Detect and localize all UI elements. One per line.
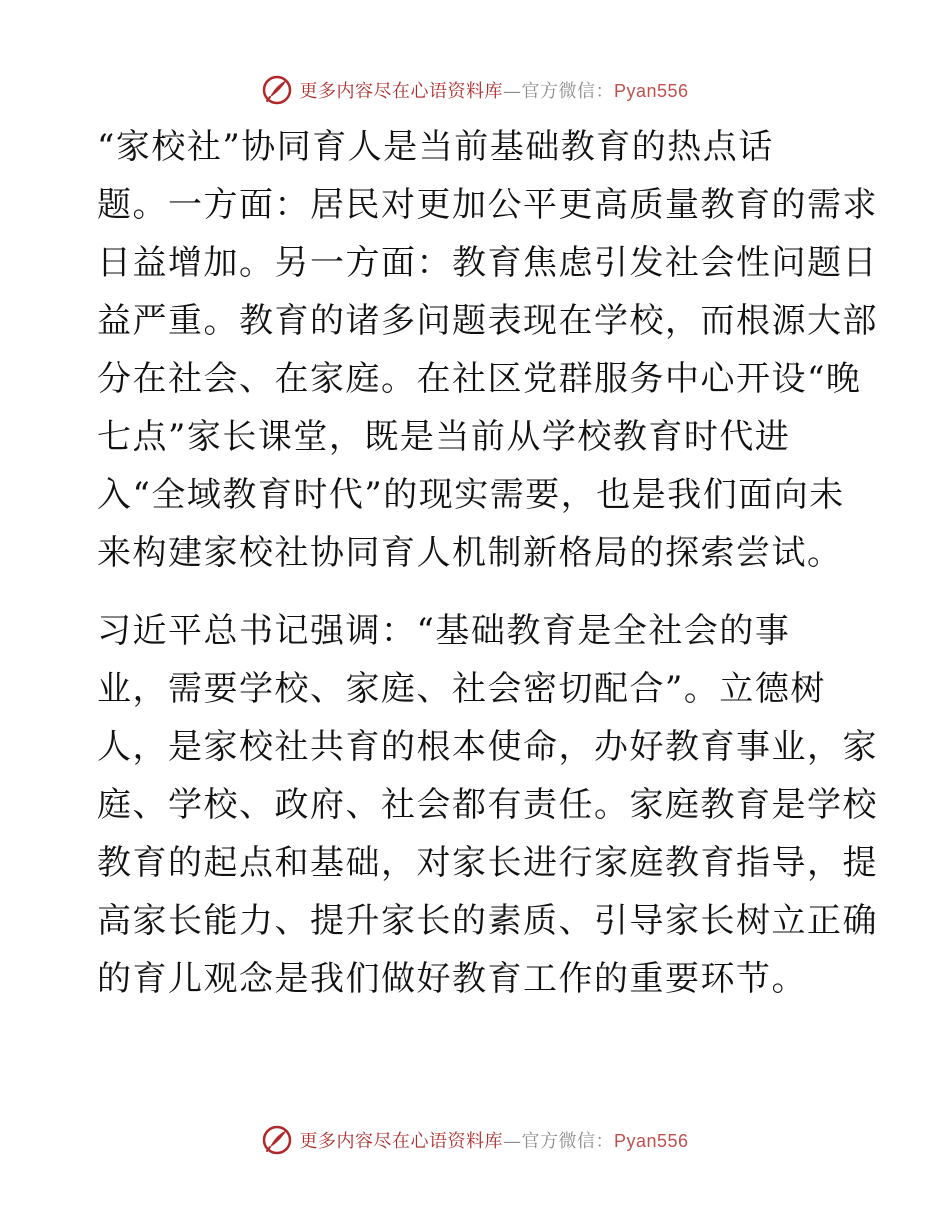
banner-side-text: 官方微信： <box>521 81 614 102</box>
text-line: 业，需要学校、家庭、社会密切配合”。立德树 <box>97 669 826 709</box>
footer-banner <box>0 1120 950 1160</box>
paragraph-1 <box>97 118 878 582</box>
banner-side-text: 官方微信： <box>521 1131 614 1152</box>
text-line: 高家长能力、提升家长的素质、引导家长树立正确 <box>97 901 878 941</box>
text-line: 益严重。教育的诸多问题表现在学校，而根源大部 <box>97 301 878 341</box>
paragraph-2 <box>97 602 878 1008</box>
banner-dash: — <box>502 1131 522 1152</box>
text-line: 分在社会、在家庭。在社区党群服务中心开设“晚 <box>97 359 862 399</box>
feather-pen-logo-icon <box>261 74 293 106</box>
banner-main-text: 更多内容尽在心语资料库 <box>299 1131 503 1152</box>
text-line: “家校社”协同育人是当前基础教育的热点话 <box>97 127 774 167</box>
text-line: 习近平总书记强调：“基础教育是全社会的事 <box>97 611 791 651</box>
text-line: 人，是家校社共育的根本使命，办好教育事业，家 <box>97 727 878 767</box>
banner-text <box>299 77 688 103</box>
feather-pen-logo-icon <box>261 1124 293 1156</box>
text-line: 教育的起点和基础，对家长进行家庭教育指导，提 <box>97 843 878 883</box>
text-line: 日益增加。另一方面：教育焦虑引发社会性问题日 <box>97 243 878 283</box>
banner-handle: Pyan556 <box>613 81 689 101</box>
text-line: 入“全域教育时代”的现实需要，也是我们面向未 <box>97 475 845 515</box>
banner-main-text: 更多内容尽在心语资料库 <box>299 81 503 102</box>
text-line: 七点”家长课堂，既是当前从学校教育时代进 <box>97 417 791 457</box>
header-banner <box>0 70 950 110</box>
banner-text <box>299 1127 688 1153</box>
banner-dash: — <box>502 81 522 102</box>
text-line: 题。一方面：居民对更加公平更高质量教育的需求 <box>97 185 878 225</box>
text-line: 庭、学校、政府、社会都有责任。家庭教育是学校 <box>97 785 878 825</box>
banner-handle: Pyan556 <box>613 1131 689 1151</box>
text-line: 来构建家校社协同育人机制新格局的探索尝试。 <box>97 533 843 573</box>
text-line: 的育儿观念是我们做好教育工作的重要环节。 <box>97 959 807 999</box>
